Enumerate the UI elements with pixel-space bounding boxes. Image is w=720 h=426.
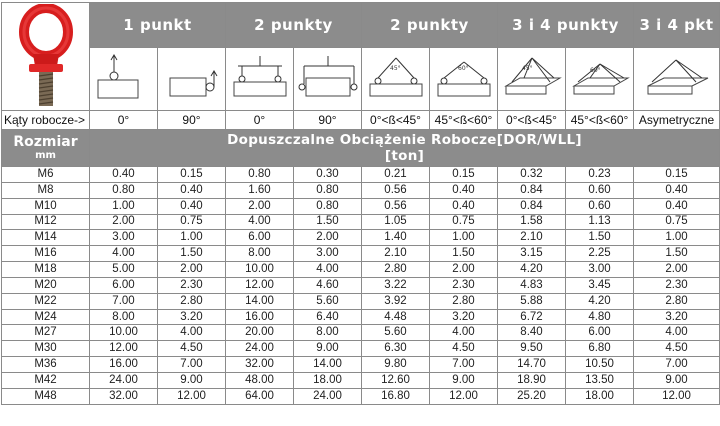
- load-value-cell: 16.00: [226, 309, 294, 325]
- load-value-cell: 3.22: [362, 277, 430, 293]
- load-value-cell: 12.00: [90, 341, 158, 357]
- size-cell: M12: [2, 214, 90, 230]
- load-value-cell: 4.00: [430, 325, 498, 341]
- load-value-cell: 18.00: [294, 372, 362, 388]
- section-header-row: [2, 130, 720, 167]
- svg-text:60°: 60°: [457, 65, 469, 72]
- load-value-cell: 0.40: [634, 198, 720, 214]
- load-value-cell: 1.58: [498, 214, 566, 230]
- load-value-cell: 0.80: [90, 182, 158, 198]
- size-cell: M8: [2, 182, 90, 198]
- load-value-cell: 18.00: [566, 388, 634, 404]
- load-value-cell: 0.40: [430, 182, 498, 198]
- load-value-cell: 0.60: [566, 182, 634, 198]
- table-row: [2, 372, 720, 388]
- load-value-cell: 1.50: [634, 246, 720, 262]
- load-value-cell: 6.00: [90, 277, 158, 293]
- size-cell: M30: [2, 341, 90, 357]
- table-row: [2, 309, 720, 325]
- load-value-cell: 8.00: [90, 309, 158, 325]
- load-value-cell: 12.00: [158, 388, 226, 404]
- wll-title-line1: Dopuszczalne Obciążenie Robocze[DOR/WLL]: [227, 132, 582, 148]
- load-value-cell: 13.50: [566, 372, 634, 388]
- load-value-cell: 2.00: [430, 262, 498, 278]
- load-value-cell: 1.00: [158, 230, 226, 246]
- group-3-4-points: 3 i 4 punkty: [498, 3, 634, 48]
- load-value-cell: 0.60: [566, 198, 634, 214]
- load-value-cell: 0.21: [362, 167, 430, 183]
- table-row: [2, 325, 720, 341]
- load-value-cell: 7.00: [90, 293, 158, 309]
- load-value-cell: 2.30: [430, 277, 498, 293]
- two-point-angle-wide-icon: [430, 48, 498, 111]
- load-value-cell: 4.00: [634, 325, 720, 341]
- load-value-cell: 4.50: [430, 341, 498, 357]
- table-row: [2, 167, 720, 183]
- load-value-cell: 0.84: [498, 182, 566, 198]
- load-value-cell: 9.00: [158, 372, 226, 388]
- load-value-cell: 6.80: [566, 341, 634, 357]
- table-row: [2, 262, 720, 278]
- load-value-cell: 2.00: [90, 214, 158, 230]
- load-value-cell: 7.00: [634, 357, 720, 373]
- table-row: [2, 388, 720, 404]
- load-value-cell: 0.40: [158, 182, 226, 198]
- load-value-cell: 0.56: [362, 182, 430, 198]
- load-value-cell: 3.20: [430, 309, 498, 325]
- load-value-cell: 12.60: [362, 372, 430, 388]
- load-value-cell: 16.00: [90, 357, 158, 373]
- load-value-cell: 4.60: [294, 277, 362, 293]
- load-value-cell: 1.00: [90, 198, 158, 214]
- load-value-cell: 4.00: [158, 325, 226, 341]
- size-cell: M27: [2, 325, 90, 341]
- load-value-cell: 6.00: [566, 325, 634, 341]
- table-row: [2, 214, 720, 230]
- load-value-cell: 8.00: [226, 246, 294, 262]
- group-3-4-asym: 3 i 4 pkt: [634, 3, 720, 48]
- load-value-cell: 14.00: [226, 293, 294, 309]
- load-value-cell: 1.60: [226, 182, 294, 198]
- load-value-cell: 8.40: [498, 325, 566, 341]
- load-value-cell: 7.00: [158, 357, 226, 373]
- load-capacity-table: [1, 2, 720, 405]
- size-label: Rozmiar: [13, 133, 78, 150]
- load-value-cell: 3.15: [498, 246, 566, 262]
- load-value-cell: 12.00: [634, 388, 720, 404]
- load-value-cell: 1.40: [362, 230, 430, 246]
- group-header-row: [2, 3, 720, 48]
- load-value-cell: 0.40: [158, 198, 226, 214]
- load-value-cell: 5.00: [90, 262, 158, 278]
- load-value-cell: 0.30: [294, 167, 362, 183]
- load-value-cell: 25.20: [498, 388, 566, 404]
- table-row: [2, 246, 720, 262]
- load-value-cell: 2.10: [362, 246, 430, 262]
- angle-row: [2, 111, 720, 130]
- table-row: [2, 293, 720, 309]
- asymmetric-lift-icon: [634, 48, 720, 111]
- angle-cell: Asymetryczne: [634, 111, 720, 130]
- size-cell: M6: [2, 167, 90, 183]
- size-cell: M16: [2, 246, 90, 262]
- load-value-cell: 5.60: [294, 293, 362, 309]
- load-value-cell: 10.00: [90, 325, 158, 341]
- load-value-cell: 2.00: [634, 262, 720, 278]
- load-value-cell: 2.10: [498, 230, 566, 246]
- load-value-cell: 7.00: [430, 357, 498, 373]
- load-value-cell: 9.50: [498, 341, 566, 357]
- load-value-cell: 5.88: [498, 293, 566, 309]
- size-cell: M18: [2, 262, 90, 278]
- load-rows: [2, 167, 720, 405]
- load-value-cell: 24.00: [226, 341, 294, 357]
- load-value-cell: 2.00: [158, 262, 226, 278]
- group-2-points-angle: 2 punkty: [362, 3, 498, 48]
- load-value-cell: 20.00: [226, 325, 294, 341]
- load-value-cell: 3.00: [90, 230, 158, 246]
- load-value-cell: 4.48: [362, 309, 430, 325]
- load-value-cell: 5.60: [362, 325, 430, 341]
- load-value-cell: 2.30: [634, 277, 720, 293]
- lift-side-icon: [158, 48, 226, 111]
- load-value-cell: 6.72: [498, 309, 566, 325]
- load-value-cell: 3.45: [566, 277, 634, 293]
- load-value-cell: 2.80: [430, 293, 498, 309]
- load-value-cell: 1.00: [430, 230, 498, 246]
- load-value-cell: 32.00: [90, 388, 158, 404]
- load-value-cell: 0.75: [634, 214, 720, 230]
- load-value-cell: 0.40: [430, 198, 498, 214]
- angle-cell: 45°<ß<60°: [566, 111, 634, 130]
- load-value-cell: 4.80: [566, 309, 634, 325]
- load-value-cell: 0.40: [634, 182, 720, 198]
- load-value-cell: 6.00: [226, 230, 294, 246]
- load-value-cell: 0.15: [634, 167, 720, 183]
- angle-cell: 0°<ß<45°: [362, 111, 430, 130]
- two-point-vertical-icon: [226, 48, 294, 111]
- load-value-cell: 1.50: [566, 230, 634, 246]
- load-value-cell: 8.00: [294, 325, 362, 341]
- group-2-points: 2 punkty: [226, 3, 362, 48]
- table-row: [2, 198, 720, 214]
- two-point-angle-icon: [362, 48, 430, 111]
- load-value-cell: 4.00: [226, 214, 294, 230]
- load-value-cell: 32.00: [226, 357, 294, 373]
- load-value-cell: 2.25: [566, 246, 634, 262]
- load-value-cell: 10.50: [566, 357, 634, 373]
- table-row: [2, 182, 720, 198]
- load-value-cell: 0.23: [566, 167, 634, 183]
- lift-vertical-icon: [90, 48, 158, 111]
- load-value-cell: 1.50: [158, 246, 226, 262]
- four-point-angle-wide-icon: [566, 48, 634, 111]
- load-value-cell: 24.00: [294, 388, 362, 404]
- load-value-cell: 0.15: [158, 167, 226, 183]
- load-value-cell: 4.50: [158, 341, 226, 357]
- load-value-cell: 9.00: [294, 341, 362, 357]
- table-row: [2, 230, 720, 246]
- load-value-cell: 0.15: [430, 167, 498, 183]
- load-value-cell: 64.00: [226, 388, 294, 404]
- wll-title-line2: [ton]: [384, 148, 425, 164]
- angle-cell: 0°: [90, 111, 158, 130]
- size-cell: M42: [2, 372, 90, 388]
- angle-cell: 0°: [226, 111, 294, 130]
- load-value-cell: 1.05: [362, 214, 430, 230]
- load-value-cell: 2.80: [158, 293, 226, 309]
- load-value-cell: 0.84: [498, 198, 566, 214]
- load-value-cell: 2.00: [226, 198, 294, 214]
- group-1-point: 1 punkt: [90, 3, 226, 48]
- load-value-cell: 0.80: [294, 182, 362, 198]
- load-value-cell: 2.80: [362, 262, 430, 278]
- table-row: [2, 341, 720, 357]
- svg-text:45°: 45°: [521, 65, 533, 72]
- load-value-cell: 0.80: [294, 198, 362, 214]
- load-value-cell: 4.50: [634, 341, 720, 357]
- four-point-angle-icon: [498, 48, 566, 111]
- angle-cell: 90°: [294, 111, 362, 130]
- angle-row-label: Kąty robocze->: [2, 111, 90, 130]
- angle-cell: 0°<ß<45°: [498, 111, 566, 130]
- load-value-cell: 4.20: [498, 262, 566, 278]
- two-point-side-icon: [294, 48, 362, 111]
- load-value-cell: 1.50: [294, 214, 362, 230]
- load-value-cell: 9.00: [430, 372, 498, 388]
- load-value-cell: 3.20: [158, 309, 226, 325]
- load-value-cell: 4.83: [498, 277, 566, 293]
- load-value-cell: 4.20: [566, 293, 634, 309]
- load-value-cell: 12.00: [226, 277, 294, 293]
- load-value-cell: 3.00: [294, 246, 362, 262]
- size-header: [2, 130, 90, 167]
- size-cell: M22: [2, 293, 90, 309]
- load-value-cell: 4.00: [294, 262, 362, 278]
- load-value-cell: 3.92: [362, 293, 430, 309]
- size-cell: M20: [2, 277, 90, 293]
- load-value-cell: 18.90: [498, 372, 566, 388]
- angle-cell: 90°: [158, 111, 226, 130]
- wll-title: [90, 130, 720, 167]
- svg-text:60°: 60°: [589, 67, 601, 74]
- eyebolt-image: [2, 3, 90, 111]
- load-value-cell: 0.40: [90, 167, 158, 183]
- diagram-row: [2, 48, 720, 111]
- load-value-cell: 9.80: [362, 357, 430, 373]
- load-value-cell: 16.80: [362, 388, 430, 404]
- load-value-cell: 6.30: [362, 341, 430, 357]
- angle-cell: 45°<ß<60°: [430, 111, 498, 130]
- load-value-cell: 14.00: [294, 357, 362, 373]
- load-value-cell: 3.00: [566, 262, 634, 278]
- size-cell: M10: [2, 198, 90, 214]
- load-value-cell: 0.32: [498, 167, 566, 183]
- table-row: [2, 277, 720, 293]
- load-value-cell: 24.00: [90, 372, 158, 388]
- load-value-cell: 10.00: [226, 262, 294, 278]
- load-value-cell: 4.00: [90, 246, 158, 262]
- load-value-cell: 48.00: [226, 372, 294, 388]
- load-value-cell: 2.00: [294, 230, 362, 246]
- load-value-cell: 9.00: [634, 372, 720, 388]
- load-value-cell: 1.50: [430, 246, 498, 262]
- size-unit: mm: [35, 149, 56, 161]
- load-value-cell: 2.80: [634, 293, 720, 309]
- size-cell: M48: [2, 388, 90, 404]
- load-value-cell: 1.13: [566, 214, 634, 230]
- size-cell: M14: [2, 230, 90, 246]
- load-value-cell: 14.70: [498, 357, 566, 373]
- load-value-cell: 1.00: [634, 230, 720, 246]
- svg-text:45°: 45°: [389, 65, 401, 72]
- load-value-cell: 0.75: [158, 214, 226, 230]
- table-row: [2, 357, 720, 373]
- load-value-cell: 2.30: [158, 277, 226, 293]
- load-value-cell: 0.56: [362, 198, 430, 214]
- load-value-cell: 3.20: [634, 309, 720, 325]
- size-cell: M36: [2, 357, 90, 373]
- load-value-cell: 0.75: [430, 214, 498, 230]
- load-value-cell: 12.00: [430, 388, 498, 404]
- load-value-cell: 6.40: [294, 309, 362, 325]
- size-cell: M24: [2, 309, 90, 325]
- load-value-cell: 0.80: [226, 167, 294, 183]
